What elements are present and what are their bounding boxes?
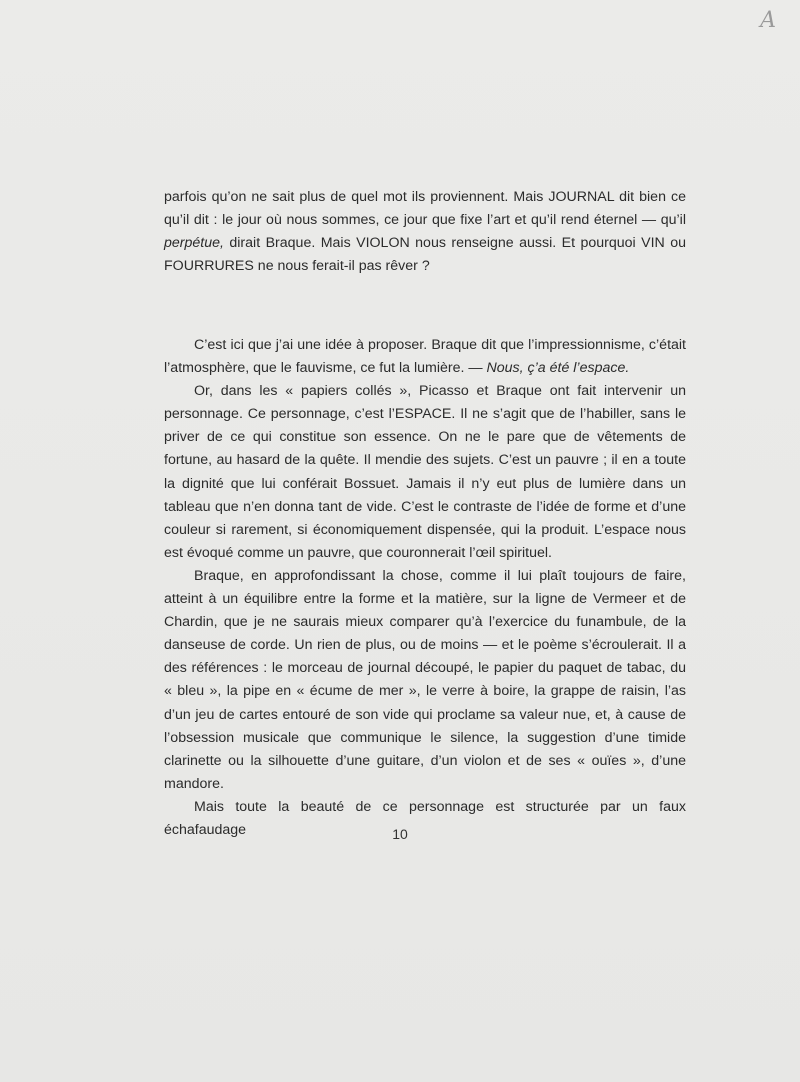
paragraph-4: Braque, en approfondissant la chose, comme il lui plaît toujours de faire, atteint à un équilibre entre la forme et la matière, sur la ligne de Vermeer et de Chardin, que je ne saurais mieux comparer qu’à l’exercice du funambule, de la danseuse de corde. Un rien de plus, ou de moins — et le poème s’écroulerait. Il a des références : le morceau de journal découpé, le papier du paquet de tabac, du « bleu », la pipe en « écume de mer », le verre à boire, la grappe de raisin, l’as d’un jeu de cartes entouré de son vide qui proclame sa valeur nue, et, à cause de l’obsession musicale que communique le silence, la suggestion d’une timide clarinette ou la silhouette d’une guitare, d’un violon et de ses « ouïes », d’une mandore.: [164, 567, 686, 792]
paragraph-1: [164, 186, 686, 278]
paragraph-1-text-a: parfois qu’on ne sait plus de quel mot ils proviennent. Mais JOURNAL dit bien ce qu’il dit : le jour où nous sommes, ce jour que fixe l’art et qu’il rend éternel — qu’il: [164, 189, 686, 229]
text-block-main: [164, 334, 686, 842]
page-number: 10: [392, 826, 408, 842]
paragraph-3: Or, dans les « papiers collés », Picasso et Braque ont fait intervenir un personnage. Ce personnage, c’est l’ESPACE. Il ne s’agit que de l’habiller, sans le priver de ce qui constitue son essence. On ne le pare que de vêtements de fortune, au hasard de la quête. Il mendie des sujets. C’est un pauvre ; il en a toute la dignité que lui conférait Bossuet. Jamais il n’y eut plus de lumière dans un tableau que n’en donna tant de vide. C’est le contraste de l’idée de forme et d’une couleur si rarement, si économiquement dispensée, qui la produit. L’espace nous est évoqué comme un pauvre, que couronnerait l’œil spirituel.: [164, 383, 686, 561]
paragraph-1-text-b: dirait Braque. Mais VIOLON nous renseigne aussi. Et pourquoi VIN ou FOURRURES ne nous ferait-il pas rêver ?: [164, 235, 686, 275]
paragraph-5: Mais toute la beauté de ce personnage est structurée par un faux échafaudage: [164, 798, 686, 838]
paragraph-2: [164, 334, 686, 380]
paragraph-2-italic: Nous, ç’a été l’espace.: [486, 360, 630, 377]
text-block-top: [164, 186, 686, 278]
paragraph-2-text: C’est ici que j’ai une idée à proposer. Braque dit que l’impressionnisme, c’était l’atmosphère, que le fauvisme, ce fut la lumière. —: [164, 337, 686, 377]
paragraph-1-italic: perpétue,: [164, 235, 224, 252]
corner-annotation: A: [760, 8, 776, 33]
